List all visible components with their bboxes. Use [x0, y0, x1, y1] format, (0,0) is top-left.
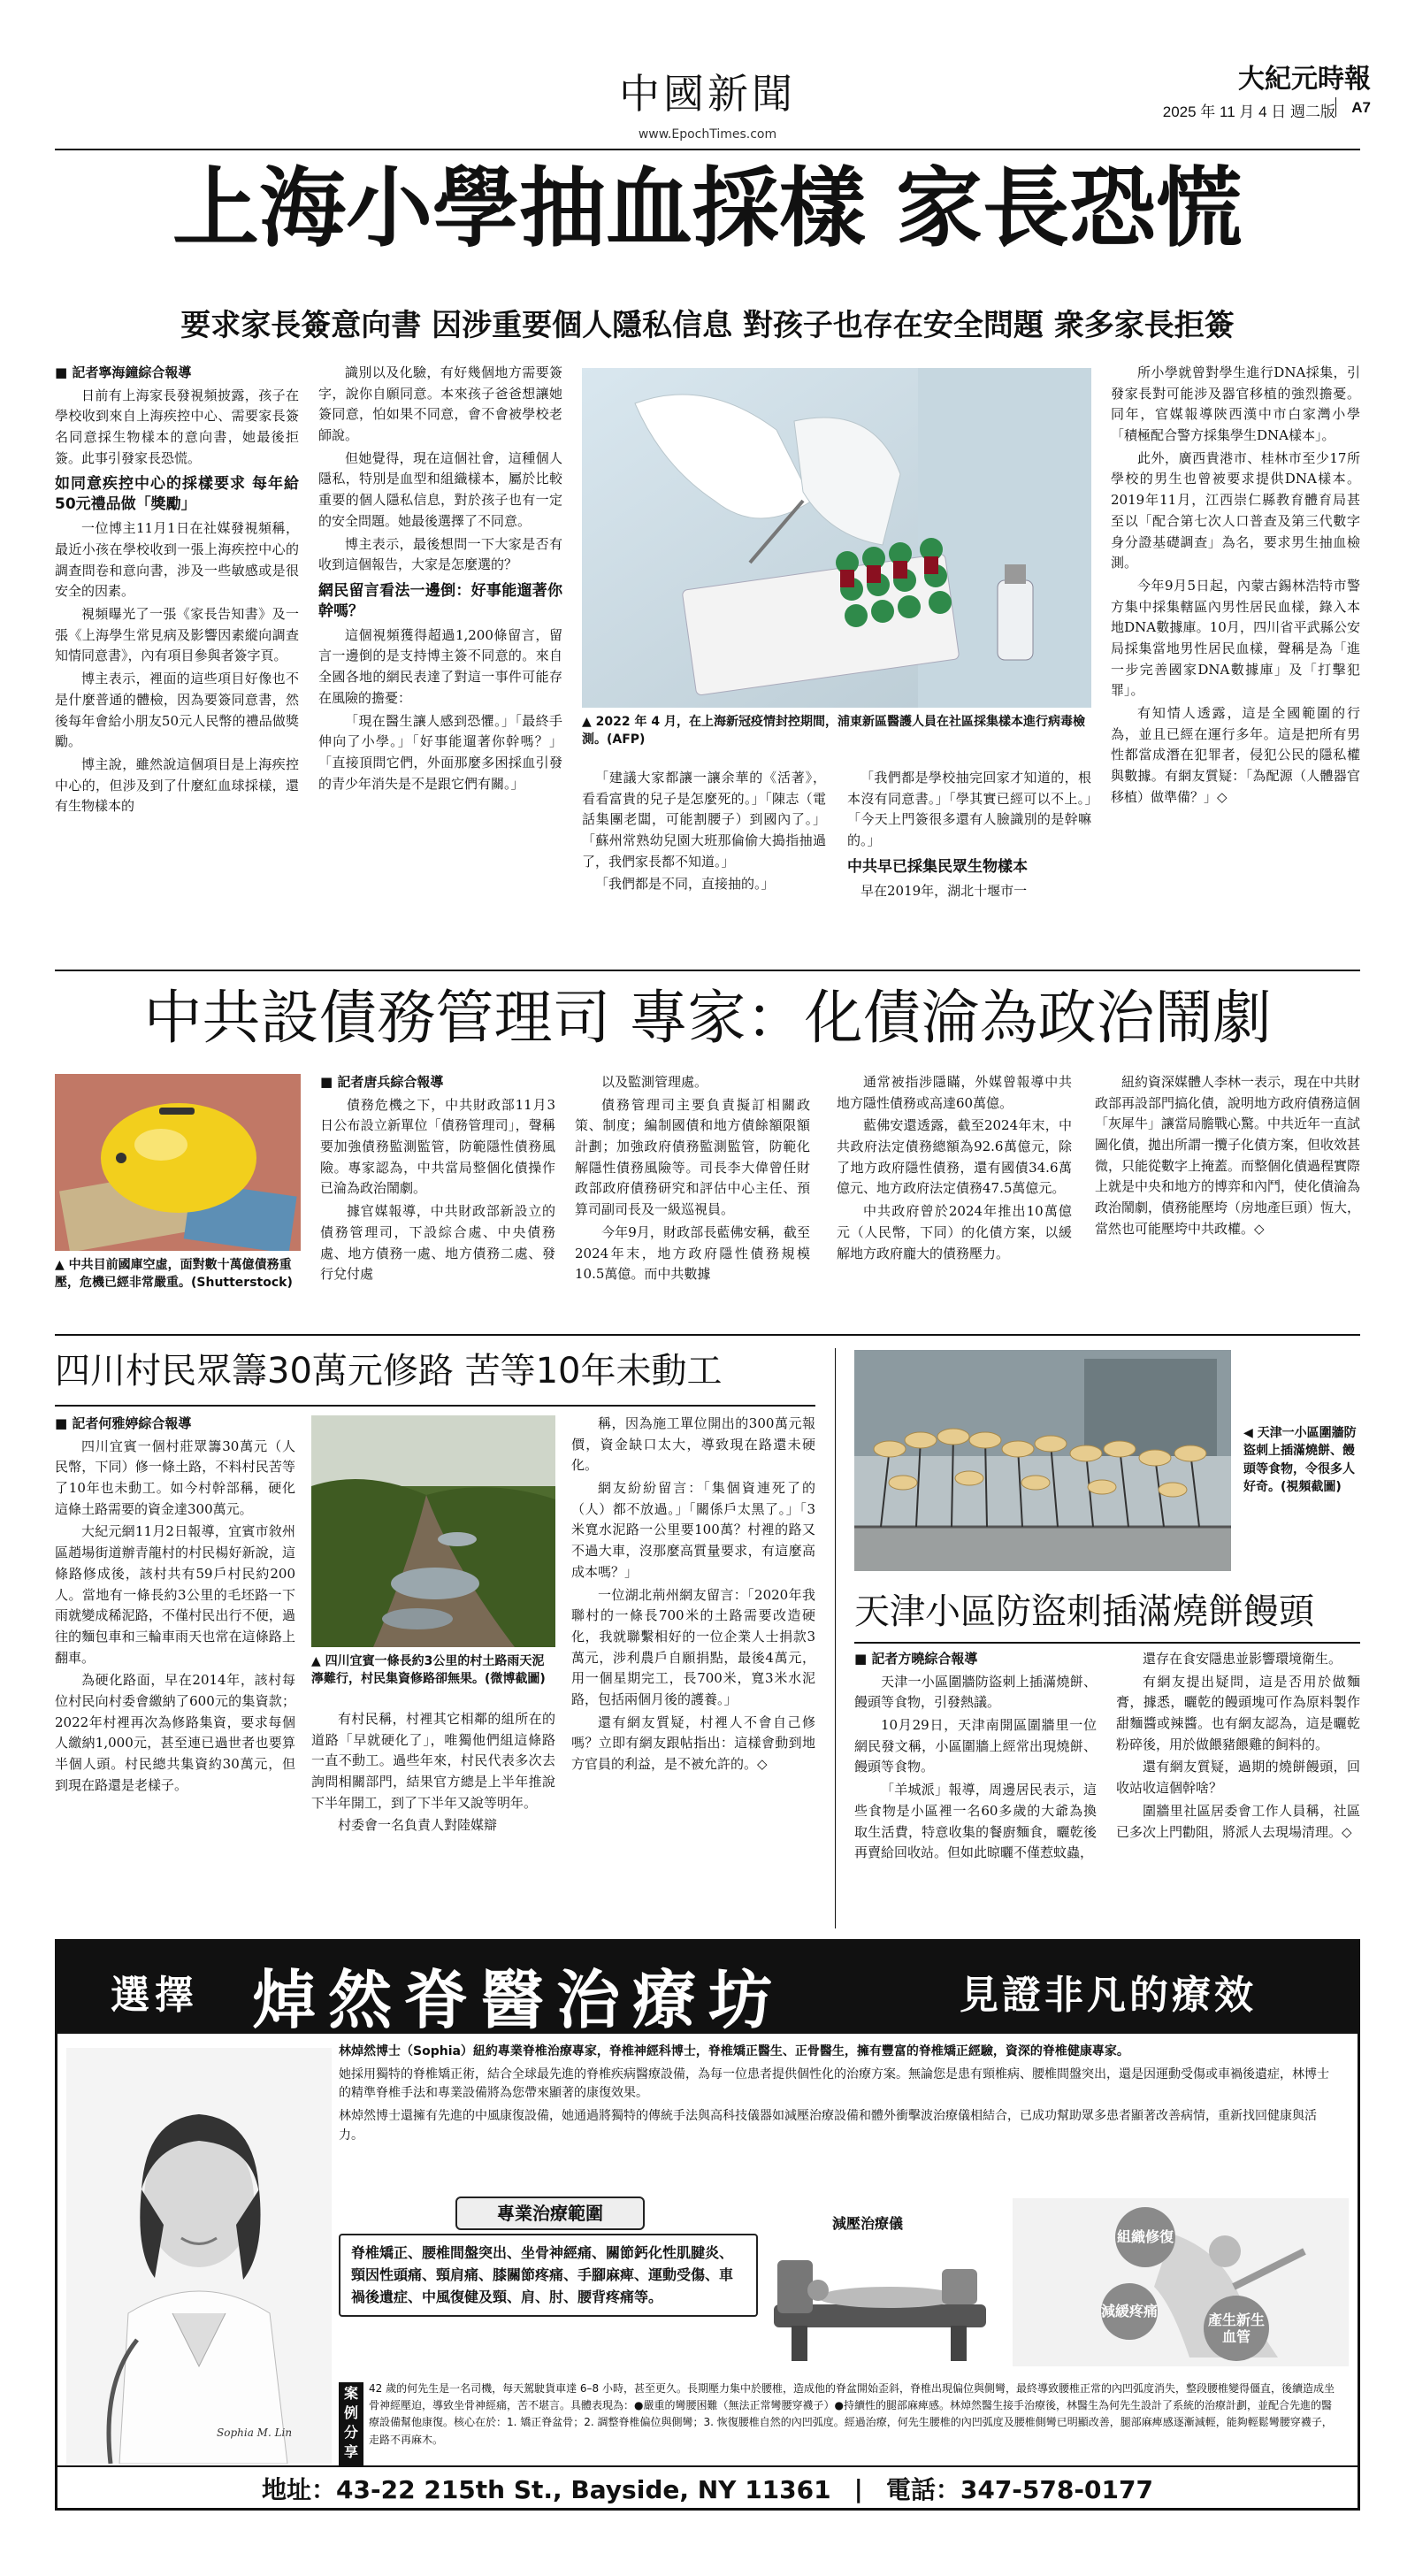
- paragraph: 圍牆里社區居委會工作人員稱，社區已多次上門勸阻，將派人去現場清理。◇: [1116, 1802, 1360, 1840]
- article1-col3: [582, 768, 826, 1000]
- paragraph: 「建議大家都讓一讓余華的《活著》，看看富貴的兒子是怎麼死的。」「陳志（電話集團老闆，可能割腰子）到國內了。」「蘇州常熟幼兒園大班那倫偷大搗指抽過了，我們家長都不知道。」: [582, 770, 826, 870]
- article2-photo: [55, 1074, 301, 1251]
- paragraph: 博主說，雖然說這個項目是上海疾控中心的，但涉及到了什麼紅血球採樣，還有生物樣本的: [55, 755, 299, 815]
- article1-crosshead-1: 如同意疾控中心的採樣要求 每年給50元禮品做「獎勵」: [55, 475, 299, 514]
- article4-headline: 天津小區防盜刺插滿燒餅饅頭: [854, 1591, 1314, 1632]
- article2-col2: [575, 1072, 810, 1329]
- ad-separator: |: [853, 2473, 863, 2503]
- paragraph: 債務危機之下，中共財政部11月3日公布設立新單位「債務管理司」，聲稱要加強債務監測監管，防範隱性債務風險。專家認為，中共當局整個化債操作已淪為政治鬧劇。: [320, 1096, 555, 1197]
- paragraph: 天津一小區圍牆防盜刺上插滿燒餅、饅頭等食物，引發熱議。: [854, 1673, 1097, 1711]
- paragraph: 網友紛紛留言：「集個資連死了的（人）都不放過。」「關係戶太黑了。」「3米寬水泥路一公里要100萬？村裡的路又不過大車，沒那麼高質量要求，有這麼高成本嗎？」: [571, 1480, 815, 1580]
- article2-col4: [1095, 1072, 1360, 1329]
- article4-col2: [1116, 1649, 1360, 1928]
- paragraph: 有村民稱，村裡其它相鄰的組所在的道路「早就硬化了」，唯獨他們組這條路一直不動工。過些年來，村民代表多次去詢問相關部門，結果官方總是上半年推說下半年開工，到了下半年又說等明年。: [311, 1711, 555, 1811]
- ad-paragraph: 她採用獨特的脊椎矯正術，結合全球最先進的脊椎疾病醫療設備，為每一位患者提供個性化的治療方案。無論您是患有頸椎病、腰椎間盤突出，還是因運動受傷或車禍後遺症，林博士的精準脊椎手法和專業設備將為您帶來顯著的康復效果。: [339, 2066, 1329, 2101]
- brand-logo: 大紀元時報: [1238, 64, 1371, 95]
- section-rule: [55, 970, 1360, 971]
- byline: ■ 記者唐兵綜合報導: [320, 1074, 444, 1090]
- ad-banner-suffix: 見證非凡的療效: [960, 1973, 1257, 2018]
- byline: ■ 記者方曉綜合報導: [854, 1651, 978, 1667]
- article3-photo-caption: ▲ 四川宜賓一條長約3公里的村土路雨天泥濘難行，村民集資修路卻無果。(微博截圖): [311, 1654, 546, 1687]
- article4-photo-caption: ◀ 天津一小區圍牆防盜刺上插滿燒餅、饅頭等食物，令很多人好奇。(視頻截圖): [1243, 1426, 1357, 1494]
- page-number: A7: [1351, 99, 1371, 116]
- ad-intro: [339, 2043, 1338, 2145]
- paragraph: 一位博主11月1日在社媒發視頻稱，最近小孩在學校收到一張上海疾控中心的調查問卷和意向書，涉及一些敏感或是很安全的因素。: [55, 520, 299, 600]
- paragraph: 還有網友質疑，村裡人不會自己修嗎？立即有網友跟帖指出：這樣會動到地方官員的利益，是不被允許的。◇: [571, 1714, 815, 1772]
- article1-col5: [1111, 363, 1360, 1000]
- ad-banner-prefix: 選擇: [111, 1973, 199, 2018]
- scope-title: 專業治療範圍: [455, 2196, 645, 2230]
- paragraph: 還存在食安隱患並影響環境衛生。: [1143, 1651, 1342, 1667]
- paragraph: 通常被指涉隱瞞，外媒曾報導中共地方隱性債務或高達60萬億。: [837, 1074, 1072, 1111]
- ad-paragraph: 林焯然博士（Sophia）紐約專業脊椎治療專家，脊椎神經科博士，脊椎矯正醫生、正骨醫生，擁有豐富的脊椎矯正經驗，資深的脊椎健康專家。: [339, 2044, 1129, 2058]
- paragraph: 「現在醫生讓人感到恐懼。」「最終手伸向了小學。」「好事能遛著你幹嗎？」「直接頂問它們，外面那麼多困採血引發的青少年消失是不是跟它們有關。」: [318, 712, 562, 792]
- headline-rule: [854, 1642, 1360, 1644]
- paragraph: 「羊城派」報導，周邊居民表示，這些食物是小區裡一名60多歲的大爺為換取生活費，特意收集的餐廚麵食，曬乾後再賣給回收站。但如此晾曬不僅惹蚊蟲，: [854, 1782, 1097, 1861]
- paragraph: 這個視頻獲得超過1,200條留言，留言一邊倒的是支持博主簽不同意的。來自全國各地的網民表達了對這一事件可能存在風險的擔憂：: [318, 626, 562, 706]
- paragraph: 藍佛安還透露，截至2024年末，中共政府法定債務總額為92.6萬億元，除了地方政府隱性債務，還有國債34.6萬億元、地方政府法定債務47.5萬億元。: [837, 1117, 1072, 1197]
- dateline: 2025 年 11 月 4 日 週二版: [1162, 104, 1335, 120]
- shockwave-graphic: [1013, 2198, 1349, 2366]
- doctor-photo: [66, 2048, 332, 2464]
- paragraph: 有網友提出疑問，這是否用於做麵膏，據悉，曬乾的饅頭塊可作為原料製作甜麵醬或辣醬。也有網友認為，這是曬乾粉碎後，用於做餵豬餵雞的飼料的。: [1116, 1673, 1360, 1752]
- paragraph: 今年9月5日起，內蒙古錫林浩特市警方集中採集轄區內男性居民血樣，錄入本地DNA數據庫。10月，四川省平武縣公安局採集當地男性居民血樣，聲稱是為「進一步完善國家DNA數據庫」及「打擊犯罪」。: [1111, 577, 1360, 699]
- ad-banner: [57, 1942, 1358, 2037]
- article1-subhead: 要求家長簽意向書 因涉重要個人隱私信息 對孩子也存在安全問題 衆多家長拒簽: [180, 308, 1235, 343]
- article1-crosshead-2: 網民留言看法一邊倒：好事能遛著你幹嗎？: [318, 581, 562, 620]
- paragraph: 但她覺得，現在這個社會，這種個人隱私，特別是血型和組織樣本，屬於比較重要的個人隱私信息，對於孩子也有一定的安全問題。她最後選擇了不同意。: [318, 449, 562, 529]
- article1-headline: 上海小學抽血採樣 家長恐慌: [172, 157, 1243, 259]
- paragraph: 還有網友質疑，過期的燒餅饅頭，回收站收這個幹啥？: [1116, 1759, 1360, 1797]
- scope-text: 脊椎矯正、腰椎間盤突出、坐骨神經痛、關節鈣化性肌腱炎、頸因性頭痛、頸肩痛、膝關節疼痛、手腳麻痺、運動受傷、車禍後遺症、中風復健及頸、肩、肘、腰背疼痛等。: [351, 2244, 734, 2305]
- article4-photo: [854, 1350, 1231, 1571]
- paragraph: 稱，因為施工單位開出的300萬元報價，資金缺口太大，導致現在路還未硬化。: [571, 1415, 815, 1474]
- paragraph: 債務管理司主要負責擬訂相關政策、制度；編制國債和地方債餘額限額計劃；加強政府債務監測監管，防範化解隱性債務風險等。司長李大偉曾任財政部政府債務研究和評估中心主任、預算司副司長及一級巡視員。: [575, 1096, 810, 1218]
- paragraph: 視頻曝光了一張《家長告知書》及一張《上海學生常見病及影響因素縱向調查知情同意書》，內有項目參與者簽字頁。: [55, 606, 299, 664]
- paragraph: 此外，廣西貴港市、桂林市至少17所學校的男生也曾被要求提供DNA樣本。2019年11月，江西崇仁縣教育體育局甚至以「配合第七次人口普查及第三代數字身分證基礎調查」為名，要求男生抽血檢測。: [1111, 449, 1360, 571]
- paragraph: 據官媒報導，中共財政部新設立的債務管理司，下設綜合處、中央債務處、地方債務一處、地方債務二處、發行兌付處: [320, 1203, 555, 1283]
- paragraph: 大紀元網11月2日報導，宜賓市敘州區趙場街道辦青龍村的村民楊好新說，這條路修成後，該村共有59戶村民約200人。當地有一條長約3公里的毛坯路一下雨就變成稀泥路，不僅村民出行不便，過往的麵包車和三輪車雨天也常在這條路上翻車。: [55, 1523, 295, 1666]
- paragraph: 10月29日，天津南開區圍牆里一位網民發文稱，小區圍牆上經常出現燒餅、饅頭等食物。: [854, 1717, 1097, 1775]
- article4-col1: [854, 1649, 1097, 1928]
- divider: [1335, 97, 1336, 117]
- device-label: 減壓治療儀: [831, 2215, 903, 2232]
- paragraph: 一位湖北荊州網友留言：「2020年我聯村的一條長700米的土路需要改造硬化，我就聯繫相好的一位企業人士捐款3萬元，涉利農戶自願捐點，最後4萬元，用一個星期完工，長700米，寬3米水泥路，包括兩個月後的護養。」: [571, 1586, 815, 1707]
- article3-col3: [571, 1414, 815, 1928]
- article3-headline: 四川村民眾籌30萬元修路 苦等10年未動工: [55, 1351, 723, 1392]
- paragraph: 村委會一名負責人對陸媒辯: [338, 1817, 498, 1834]
- paragraph: 所小學就曾對學生進行DNA採集，引發家長對可能涉及器官移植的強烈擔憂。同年，官媒報導陝西漢中市白家灣小學「積極配合警方採集學生DNA樣本」。: [1111, 364, 1360, 444]
- decompression-device-image: [765, 2234, 995, 2366]
- article1-photo: [582, 368, 1091, 708]
- article2-col3: [837, 1072, 1072, 1329]
- article2-col1: [320, 1072, 555, 1329]
- scope-box: [339, 2234, 758, 2317]
- article1-col4: [847, 768, 1091, 1000]
- article1-col2: [318, 363, 562, 1000]
- byline: ■ 記者何雅婷綜合報導: [55, 1415, 192, 1431]
- article1-crosshead-3: 中共早已採集民眾生物樣本: [847, 857, 1028, 876]
- paragraph: 以及監測管理處。: [601, 1074, 708, 1090]
- paragraph: 中共政府曾於2024年推出10萬億元（人民幣，下同）的化債方案，以緩解地方政府龐大的債務壓力。: [837, 1203, 1072, 1261]
- ad-footer-rule: [57, 2465, 1358, 2467]
- paragraph: 四川宜賓一個村莊眾籌30萬元（人民幣，下同）修一條土路，不料村民苦等了10年也未動工。如今村幹部稱，硬化這條土路需要的資金達300萬元。: [55, 1438, 295, 1517]
- paragraph: 博主表示，最後想問一下大家是否有收到這個報告，大家是怎麼選的？: [318, 535, 562, 573]
- ad-clinic-name: 焯然脊醫治療坊: [252, 1962, 785, 2037]
- ad-paragraph: 林焯然博士還擁有先進的中風康復設備，她通過將獨特的傳統手法與高科技儀器如減壓治療設備和體外衝擊波治療儀相結合，已成功幫助眾多患者顯著改善病情，重新找回健康與活力。: [339, 2109, 1317, 2143]
- advertisement[interactable]: [55, 1939, 1360, 2511]
- ad-signature: Sophia M. Lin: [217, 2426, 293, 2439]
- article2-headline: 中共設債務管理司 專家：化債淪為政治鬧劇: [143, 984, 1272, 1052]
- paragraph: 今年9月，財政部長藍佛安稱，截至2024年末，地方政府隱性債務規模10.5萬億。而中共數據: [575, 1223, 810, 1283]
- section-title: 中國新聞: [619, 70, 796, 118]
- paragraph: 日前有上海家長發視頻披露，孩子在學校收到來自上海疾控中心、需要家長簽名同意採生物樣本的意向書，她最後拒簽。此事引發家長恐慌。: [55, 387, 299, 466]
- paragraph: 博主表示，裡面的這些項目好像也不是什麼普通的體檢，因為要簽同意書，然後每年會給小朋友50元人民幣的禮品做獎勵。: [55, 671, 299, 750]
- feature-circle-new-vessels: 產生新生血管: [1204, 2296, 1269, 2361]
- article3-photo: [311, 1415, 555, 1647]
- feature-circle-tissue-repair: 組織修復: [1115, 2207, 1175, 2267]
- section-rule: [55, 1334, 1360, 1336]
- case-tag: 案例分享: [339, 2382, 363, 2465]
- paragraph: 「我們都是不同，直接抽的。」: [595, 876, 775, 893]
- article1-col1: [55, 363, 299, 1000]
- column-divider: [835, 1348, 836, 1928]
- paragraph: 紐約資深媒體人李林一表示，現在中共財政部再設部門搞化債，說明地方政府債務這個「灰犀牛」讓當局膽戰心驚。中共近年一直試圖化債，拋出所謂一攬子化債方案，但收效甚微，只能從數字上掩蓋。而整個化債過程實際上就是中央和地方的博弈和內鬥，使化債淪為政治鬧劇，債務能壓垮（房地產巨頭）恆大，當然也可能壓垮中共政權。◇: [1095, 1074, 1360, 1237]
- case-text: 42 歲的何先生是一名司機，每天駕駛貨車達 6–8 小時，甚至更久。長期壓力集中於腰椎，造成他的脊盆開始歪斜，脊椎出現偏位與側彎，最終導致腰椎正常的內凹弧度消失，整段腰椎變得僵直，後續造成坐骨神經壓迫，導致坐骨神經痛，苦不堪言。具體表現為：●嚴重的彎腰困難（無法正常彎腰穿襪子）●持續性的腿部麻痺感。林焯然醫生接手治療後，林醫生為何先生設計了系統的治療計劃，並配合先進的醫療設備幫他康復。核心在於：1. 矯正脊盆骨；2. 調整脊椎偏位與側彎；3. 恢復腰椎自然的內凹弧度。經過治療，何先生腰椎的內凹弧度及腰椎側彎已明顯改善，腿部麻痺感逐漸減輕，能夠輕鬆彎腰穿襪子，走路不再麻木。: [369, 2382, 1335, 2446]
- ad-footer: [57, 2471, 1358, 2506]
- article3-col2: [311, 1709, 555, 1928]
- feature-circle-pain-relief: 減緩疼痛: [1101, 2283, 1158, 2340]
- article3-col1: [55, 1414, 295, 1928]
- ad-address[interactable]: 地址：43-22 215th St., Bayside, NY 11361: [262, 2475, 831, 2504]
- paragraph: 為硬化路面，早在2014年，該村每位村民向村委會繳納了600元的集資款；2022年村裡再次為修路集資，要求每個人繳納1,000元，甚至連已過世者也要算半個人頭。村民總共集資約30萬元，但到現在路還是老樣子。: [55, 1672, 295, 1793]
- paragraph: 識別以及化驗，有好幾個地方需要簽字，說你自願同意。本來孩子爸爸想讓她簽同意，怕如果不同意，會不會被學校老師說。: [318, 364, 562, 444]
- headline-rule: [55, 1405, 815, 1407]
- article2-photo-caption: ▲ 中共目前國庫空虛，面對數十萬億債務重壓，危機已經非常嚴重。(Shutterstock): [55, 1258, 293, 1291]
- ad-phone[interactable]: 電話：347-578-0177: [885, 2475, 1153, 2504]
- site-url[interactable]: www.EpochTimes.com: [638, 127, 777, 142]
- paragraph: 早在2019年，湖北十堰市一: [860, 882, 1028, 899]
- paragraph: 有知情人透露，這是全國範圍的行為，並且已經在運行多年。這是把所有男性都當成潛在犯罪者，侵犯公民的隱私權與數據。有網友質疑：「為配源（人體器官移植）做準備？」◇: [1111, 705, 1360, 805]
- byline: ■ 記者寧海鐘綜合報導: [55, 364, 192, 380]
- masthead-rule: [55, 149, 1360, 150]
- paragraph: 「我們都是學校抽完回家才知道的，根本沒有同意書。」「學其實已經可以不上。」「今天上門簽很多還有人臉識別的是幹嘛的。」: [847, 770, 1091, 849]
- article1-photo-caption: ▲ 2022 年 4 月，在上海新冠疫情封控期間，浦東新區醫護人員在社區採集樣本進行病毒檢測。(AFP): [582, 715, 1085, 748]
